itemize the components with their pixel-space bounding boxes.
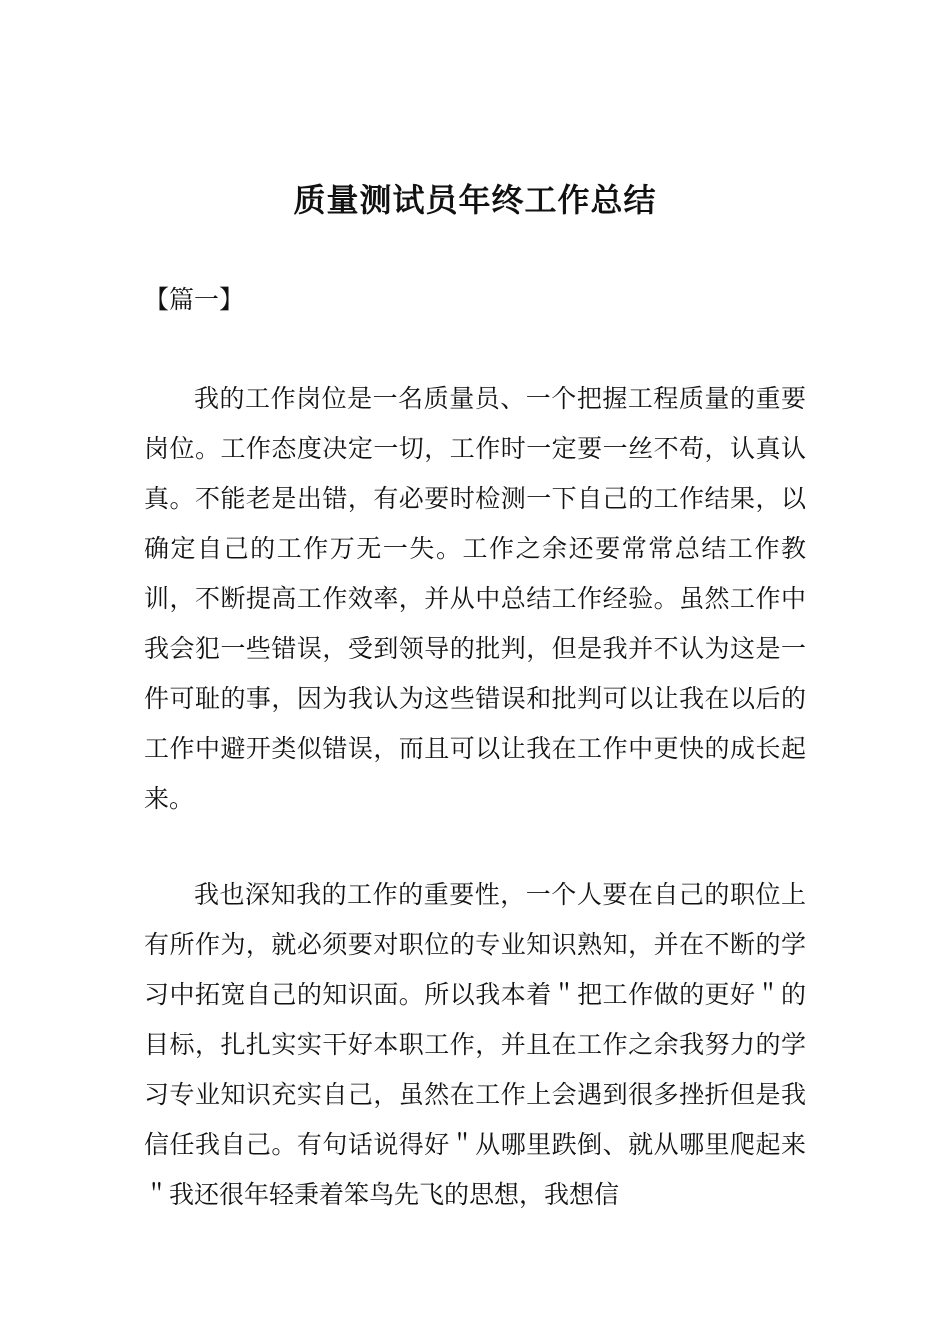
- document-title: 质量测试员年终工作总结: [293, 181, 657, 219]
- section-label: 【篇一】: [144, 285, 245, 314]
- body-paragraph-2: 我也深知我的工作的重要性，一个人要在自己的职位上有所作为，就必须要对职位的专业知识熟知，并在不断的学习中拓宽自己的知识面。所以我本着＂把工作做的更好＂的目标，扎扎实实干好本职工作，并且在工作之余我努力的学习专业知识充实自己，虽然在工作上会遇到很多挫折但是我信任我自己。有句话说得好＂从哪里跌倒、就从哪里爬起来＂我还很年轻秉着笨鸟先飞的思想，我想信: [144, 880, 806, 1209]
- body-paragraph-1: 我的工作岗位是一名质量员、一个把握工程质量的重要岗位。工作态度决定一切，工作时一定要一丝不苟，认真认真。不能老是出错，有必要时检测一下自己的工作结果，以确定自己的工作万无一失。工作之余还要常常总结工作教训，不断提高工作效率，并从中总结工作经验。虽然工作中我会犯一些错误，受到领导的批判，但是我并不认为这是一件可耻的事，因为我认为这些错误和批判可以让我在以后的工作中避开类似错误，而且可以让我在工作中更快的成长起来。: [144, 384, 806, 813]
